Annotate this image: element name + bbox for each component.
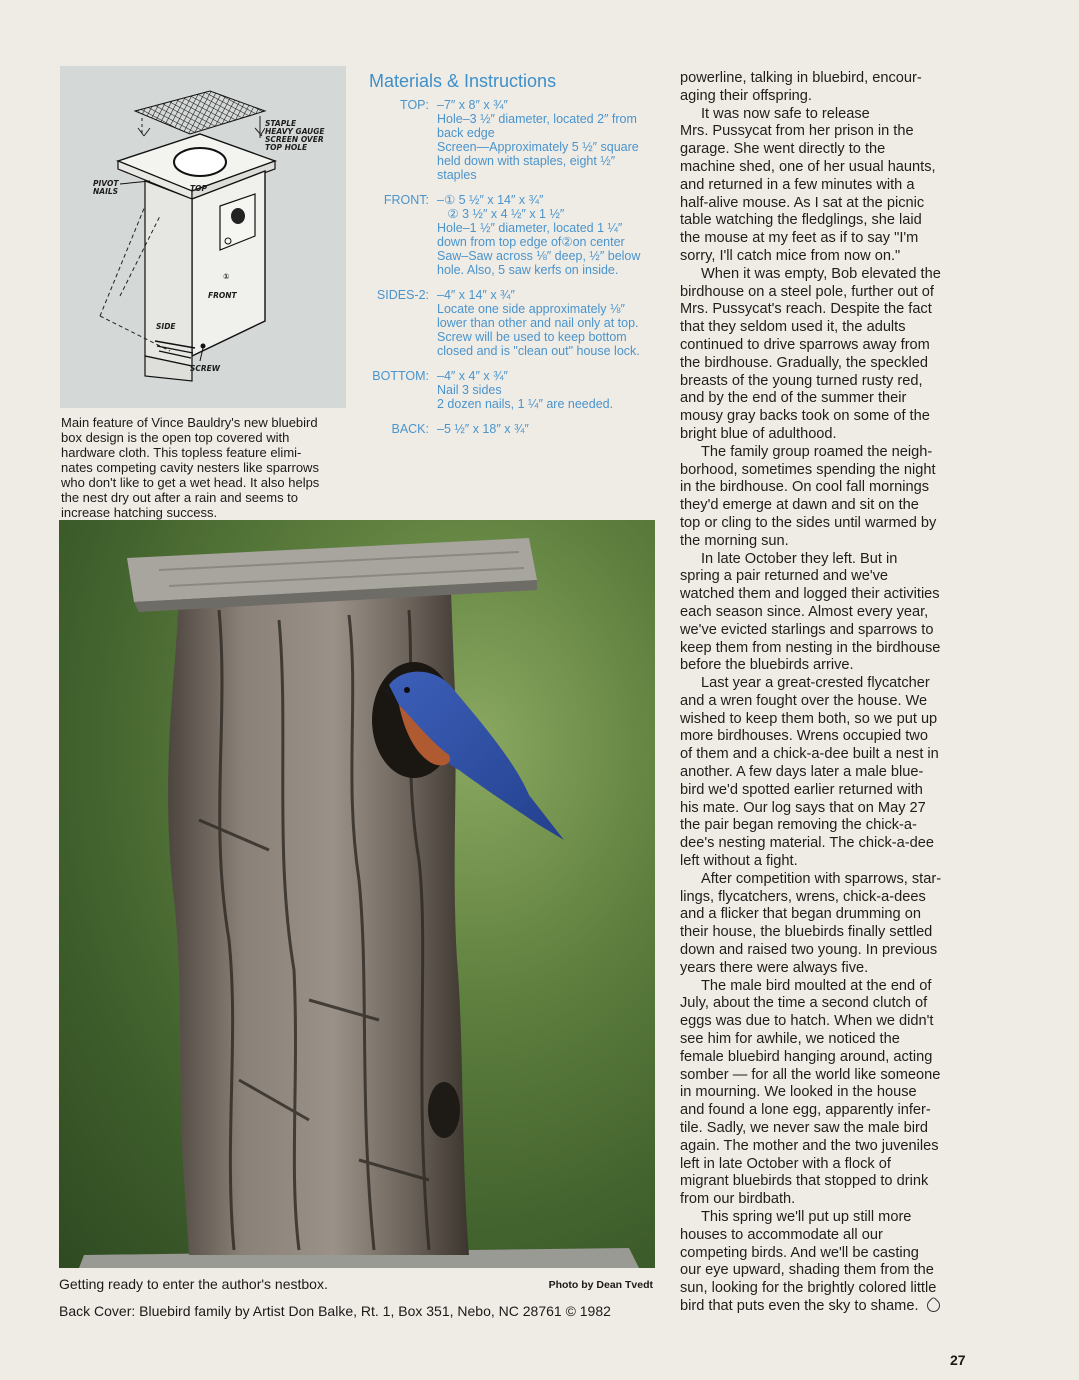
story-line: years there were always five. (680, 959, 869, 976)
screen-mesh (135, 91, 265, 134)
materials-item-bottom (366, 369, 664, 411)
story-line: tile. Sadly, we never saw the male bird (680, 1120, 928, 1137)
caption-line: the nest dry out after a rain and seems to (61, 490, 299, 505)
label-side: SIDE (156, 322, 176, 331)
story-line: This spring we'll put up still more (701, 1209, 912, 1225)
caption-line: Main feature of Vince Bauldry's new bluebird (61, 415, 318, 430)
story-line: Mrs. Pussycat's reach. Despite the fact (680, 301, 932, 318)
materials-line: Nail 3 sides (437, 383, 502, 397)
caption-line: box design is the open top covered with (61, 430, 290, 445)
birdhouse-diagram (60, 66, 346, 408)
story-line: keep them from nesting in the birdhouse (680, 639, 941, 656)
story-line: garage. She went directly to the (680, 141, 886, 158)
story-line: another. A few days later a male blue- (680, 764, 924, 781)
story-line: mousy gray backs took on some of the (680, 408, 930, 425)
materials-label: TOP: (400, 98, 429, 112)
caption-line: who don't like to get a wet head. It also helps (61, 475, 320, 490)
label-one: ① (223, 272, 230, 281)
story-line: spring a pair returned and we've (680, 568, 889, 585)
story-line: the morning sun. (680, 532, 789, 549)
story-line: more birdhouses. Wrens occupied two (680, 728, 928, 745)
story-line: sun, looking for the brightly colored little (680, 1280, 937, 1297)
materials-line: –4″ x 14″ x ¾″ (437, 288, 515, 302)
story-line: machine shed, one of her usual haunts, (680, 158, 936, 175)
label-top-hole: TOP HOLE (265, 143, 308, 152)
story-line: Mrs. Pussycat from her prison in the (680, 123, 914, 140)
story-column (680, 70, 980, 1316)
story-line: see him for awhile, we noticed the (680, 1031, 900, 1048)
story-line: It was now safe to release (701, 105, 870, 122)
materials-label: SIDES-2: (376, 288, 429, 302)
label-top: TOP (190, 184, 207, 193)
photo-caption: Getting ready to enter the author's nestbox. (59, 1276, 328, 1292)
story-line: continued to drive sparrows away from (680, 336, 930, 353)
materials-title: Materials & Instructions (369, 71, 557, 91)
materials-label: BOTTOM: (372, 369, 429, 383)
story-line: In late October they left. But in (701, 550, 898, 567)
materials-line: Saw–Saw across ⅛″ deep, ½″ below (437, 249, 641, 263)
materials-line: –4″ x 4″ x ¾″ (437, 369, 508, 383)
materials-label: BACK: (391, 422, 429, 436)
materials-line: back edge (437, 126, 495, 140)
story-line: the mouse at my feet as if to say "I'm (680, 230, 919, 247)
label-screen-over: SCREEN OVER (265, 135, 324, 144)
caption-line: nates competing cavity nesters like sparrows (61, 460, 319, 475)
story-line: half-alive mouse. As I sat at the picnic (680, 194, 925, 211)
story-line: down and raised two young. In previous (680, 942, 938, 959)
materials-line: hole. Also, 5 saw kerfs on inside. (437, 263, 619, 277)
story-line: and by the end of the summer their (680, 390, 907, 407)
story-line: table watching the fledglings, she laid (680, 212, 922, 229)
materials-line: staples (437, 168, 477, 182)
materials-line: closed and is "clean out" house lock. (437, 344, 640, 358)
story-line: again. The mother and the two juveniles (680, 1137, 939, 1154)
materials-line: 2 dozen nails, 1 ¼″ are needed. (437, 397, 614, 411)
story-line: they'd emerge at dawn and sit on the (680, 497, 919, 514)
diagram-caption (61, 415, 353, 520)
caption-line: hardware cloth. This topless feature elimi- (61, 445, 302, 460)
story-line: and a flicker that began drumming on (680, 906, 921, 923)
story-line: we've evicted starlings and sparrows to (680, 621, 934, 638)
materials-line: –① 5 ½″ x 14″ x ¾″ (437, 193, 544, 207)
story-line: July, about the time a second clutch of (680, 995, 928, 1012)
materials-line: Screw will be used to keep bottom (437, 330, 627, 344)
label-pivot: PIVOT (93, 179, 119, 188)
story-line: each season since. Almost every year, (680, 603, 929, 620)
story-line: the pair began removing the chick-a- (680, 817, 917, 834)
story-line: bird we'd spotted earlier returned with (680, 781, 923, 798)
story-line: powerline, talking in bluebird, encour- (680, 70, 922, 86)
story-line: from our birdbath. (680, 1191, 796, 1208)
story-line: Last year a great-crested flycatcher (701, 675, 930, 692)
story-line: somber — for all the world like someone (680, 1066, 941, 1083)
materials-item-back (366, 422, 664, 436)
materials-line: Screen—Approximately 5 ½″ square (437, 140, 639, 154)
materials-line: Hole–1 ½″ diameter, located 1 ¼″ (437, 221, 623, 235)
materials-label: FRONT: (383, 193, 429, 207)
story-line: top or cling to the sides until warmed by (680, 514, 937, 531)
story-line: that they seldom used it, the adults (680, 319, 906, 336)
story-line: left in late October with a flock of (680, 1155, 891, 1172)
label-nails: NAILS (93, 187, 119, 196)
story-line: borhood, sometimes spending the night (680, 461, 936, 478)
birdhouse-drawing (60, 66, 346, 408)
story-line: of them and a chick-a-dee built a nest in (680, 746, 939, 763)
story-line: The male bird moulted at the end of (701, 977, 932, 994)
materials-line: held down with staples, eight ½″ (437, 154, 616, 168)
story-line: wished to keep them both, so we put up (680, 710, 938, 727)
materials-item-front (366, 193, 664, 277)
materials-list (366, 98, 664, 447)
story-line: bird that puts even the sky to shame. (680, 1298, 980, 1316)
story-line: breasts of the young turned rusty red, (680, 372, 923, 389)
story-line: bright blue of adulthood. (680, 425, 837, 442)
materials-line: down from top edge of②on center (437, 235, 625, 249)
story-line: their house, the bluebirds finally settled (680, 924, 933, 941)
label-heavy-gauge: HEAVY GAUGE (265, 127, 325, 136)
materials-line: Locate one side approximately ⅛″ (437, 302, 625, 316)
story-line: watched them and logged their activities (680, 586, 940, 603)
label-front: FRONT (208, 291, 237, 300)
story-line: and returned in a few minutes with a (680, 176, 915, 193)
story-line: his mate. Our log says that on May 27 (680, 799, 926, 816)
story-line: eggs was due to hatch. When we didn't (680, 1013, 934, 1030)
story-line: The family group roamed the neigh- (701, 443, 933, 460)
story-line: lings, flycatchers, wrens, chick-a-dees (680, 888, 926, 905)
materials-line: –7″ x 8″ x ¾″ (437, 98, 508, 112)
page-number: 27 (950, 1352, 966, 1368)
story-line: our eye upward, shading them from the (680, 1262, 934, 1279)
bluebird-photo (59, 520, 655, 1268)
story-line: competing birds. And we'll be casting (680, 1244, 919, 1261)
story-line: After competition with sparrows, star- (701, 870, 942, 887)
materials-line: lower than other and nail only at top. (437, 316, 639, 330)
story-line: houses to accommodate all our (680, 1226, 883, 1243)
story-line: birdhouse on a steel pole, further out of (680, 283, 934, 300)
label-screw: SCREW (190, 364, 221, 373)
story-line: in mourning. We looked in the house (680, 1084, 917, 1101)
caption-line: increase hatching success. (61, 505, 218, 520)
back-cover-credit: Back Cover: Bluebird family by Artist Don Balke, Rt. 1, Box 351, Nebo, NC 28761 © 1982 (59, 1303, 611, 1319)
story-line: sorry, I'll catch mice from now on." (680, 247, 901, 264)
materials-line: –5 ½″ x 18″ x ¾″ (437, 422, 529, 436)
materials-line: ② 3 ½″ x 4 ½″ x 1 ½″ (437, 207, 565, 221)
story-line: female bluebird hanging around, acting (680, 1048, 933, 1065)
story-line: and found a lone egg, apparently infer- (680, 1102, 931, 1119)
materials-item-sides (366, 288, 664, 358)
story-line: in the birdhouse. On cool fall mornings (680, 479, 930, 496)
materials-line: Hole–3 ½″ diameter, located 2″ from (437, 112, 637, 126)
story-line: before the bluebirds arrive. (680, 657, 854, 674)
story-line: migrant bluebirds that stopped to drink (680, 1173, 929, 1190)
story-line: dee's nesting material. The chick-a-dee (680, 835, 934, 852)
story-line: the birdhouse. Gradually, the speckled (680, 354, 928, 371)
materials-item-top (366, 98, 664, 182)
story-line: left without a fight. (680, 853, 798, 870)
end-of-article-icon (924, 1296, 942, 1314)
photo-credit: Photo by Dean Tvedt (548, 1279, 653, 1291)
story-line: When it was empty, Bob elevated the (701, 265, 941, 282)
story-line: and a wren fought over the house. We (680, 692, 928, 709)
label-staple: STAPLE (265, 119, 297, 128)
nestbox-bird-image (59, 520, 655, 1268)
story-line: aging their offspring. (680, 87, 812, 104)
